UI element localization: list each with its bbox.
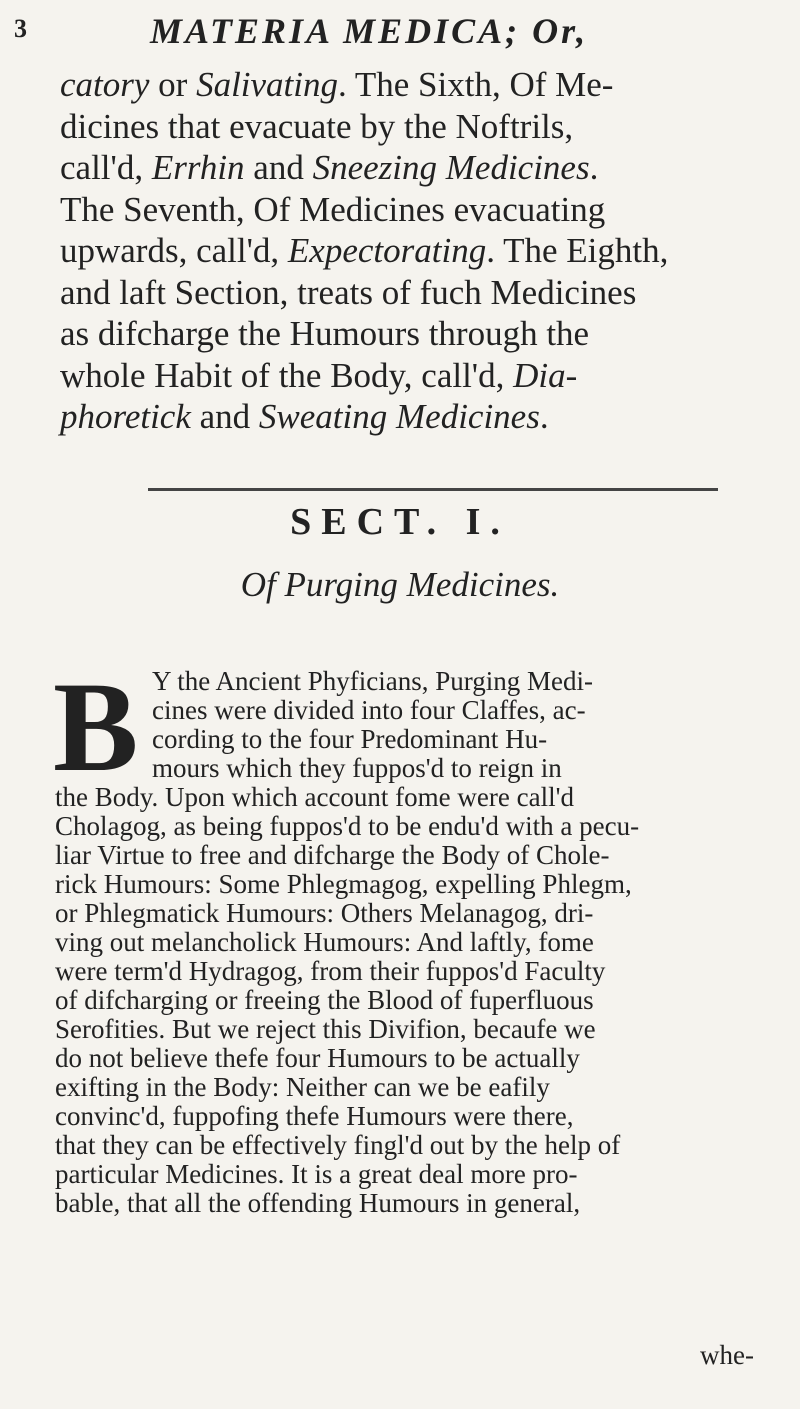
intro-line (60, 147, 780, 189)
intro-line (60, 313, 780, 355)
italic-term: catory (60, 65, 150, 104)
intro-text: whole Habit of the Body, call'd, (60, 355, 514, 395)
body-line: Serofities. But we reject this Divifion, becaufe we (55, 1014, 596, 1044)
page-number: 3 (14, 14, 27, 43)
body-line: bable, that all the offending Humours in general, (55, 1188, 581, 1218)
italic-term: Expectorating (287, 231, 487, 270)
intro-text: . The Eighth, (486, 231, 669, 270)
intro-text: call'd, (60, 148, 152, 187)
italic-term: Sweating Medicines (258, 397, 540, 436)
body-line: cines were divided into four Claffes, ac- (152, 695, 586, 725)
body-line: Cholagog, as being fuppos'd to be endu'd with a pecu- (55, 811, 640, 841)
intro-line (60, 272, 780, 314)
body-line: liar Virtue to free and difcharge the Body of Chole- (55, 840, 610, 870)
running-title: MATERIA MEDICA; Or, (150, 11, 589, 51)
intro-text: . (589, 148, 599, 187)
body-line: of difcharging or freeing the Blood of fuperfluous (55, 985, 594, 1015)
body-line: rick Humours: Some Phlegmagog, expelling Phlegm, (55, 869, 632, 899)
intro-text: as difcharge the Humours through the (60, 314, 590, 353)
section-subheading: Of Purging Medicines. (240, 565, 560, 604)
body-line: particular Medicines. It is a great deal more pro- (55, 1159, 578, 1189)
intro-line (60, 106, 780, 148)
body-line: Y the Ancient Phyficians, Purging Medi- (152, 666, 593, 696)
body-line: cording to the four Predominant Hu- (152, 724, 548, 754)
body-line: were term'd Hydragog, from their fuppos'd Faculty (55, 956, 606, 986)
body-line: convinc'd, fuppofing thefe Humours were there, (55, 1101, 574, 1131)
intro-text: and (190, 397, 259, 436)
intro-line (60, 64, 780, 106)
catchword: whe- (700, 1340, 754, 1370)
intro-paragraph (60, 64, 780, 438)
italic-term: Errhin (151, 148, 245, 187)
drop-cap: B (53, 656, 139, 798)
italic-term: Salivating (196, 65, 339, 104)
italic-term: Dia- (513, 355, 578, 395)
intro-text: or (149, 65, 197, 104)
section-divider (148, 488, 718, 491)
intro-text: and (244, 148, 313, 187)
intro-line (60, 189, 780, 231)
italic-term: Sneezing Medicines (312, 148, 590, 187)
body-line: mours which they fuppos'd to reign in (152, 753, 562, 783)
intro-text: The Seventh, Of Medicines evacuating (60, 189, 606, 229)
body-line: exifting in the Body: Neither can we be eafily (55, 1072, 550, 1102)
section-heading: SECT. I. (290, 501, 510, 543)
body-line: or Phlegmatick Humours: Others Melanagog, dri- (55, 898, 594, 928)
intro-line (60, 230, 780, 272)
body-paragraph (53, 656, 785, 1218)
body-line: do not believe thefe four Humours to be actually (55, 1043, 580, 1073)
italic-term: phoretick (60, 397, 191, 436)
intro-line (60, 355, 780, 397)
intro-text: . The Sixth, Of Me- (338, 65, 614, 104)
body-line: the Body. Upon which account fome were call'd (55, 782, 574, 812)
intro-text: dicines that evacuate by the Noftrils, (60, 106, 574, 146)
intro-text: upwards, call'd, (60, 231, 288, 270)
body-line: that they can be effectively fingl'd out by the help of (55, 1130, 621, 1160)
body-line: ving out melancholick Humours: And laftly, fome (55, 927, 594, 957)
intro-text: . (539, 397, 549, 436)
intro-line (60, 396, 780, 438)
intro-text: and laft Section, treats of fuch Medicines (60, 272, 637, 312)
